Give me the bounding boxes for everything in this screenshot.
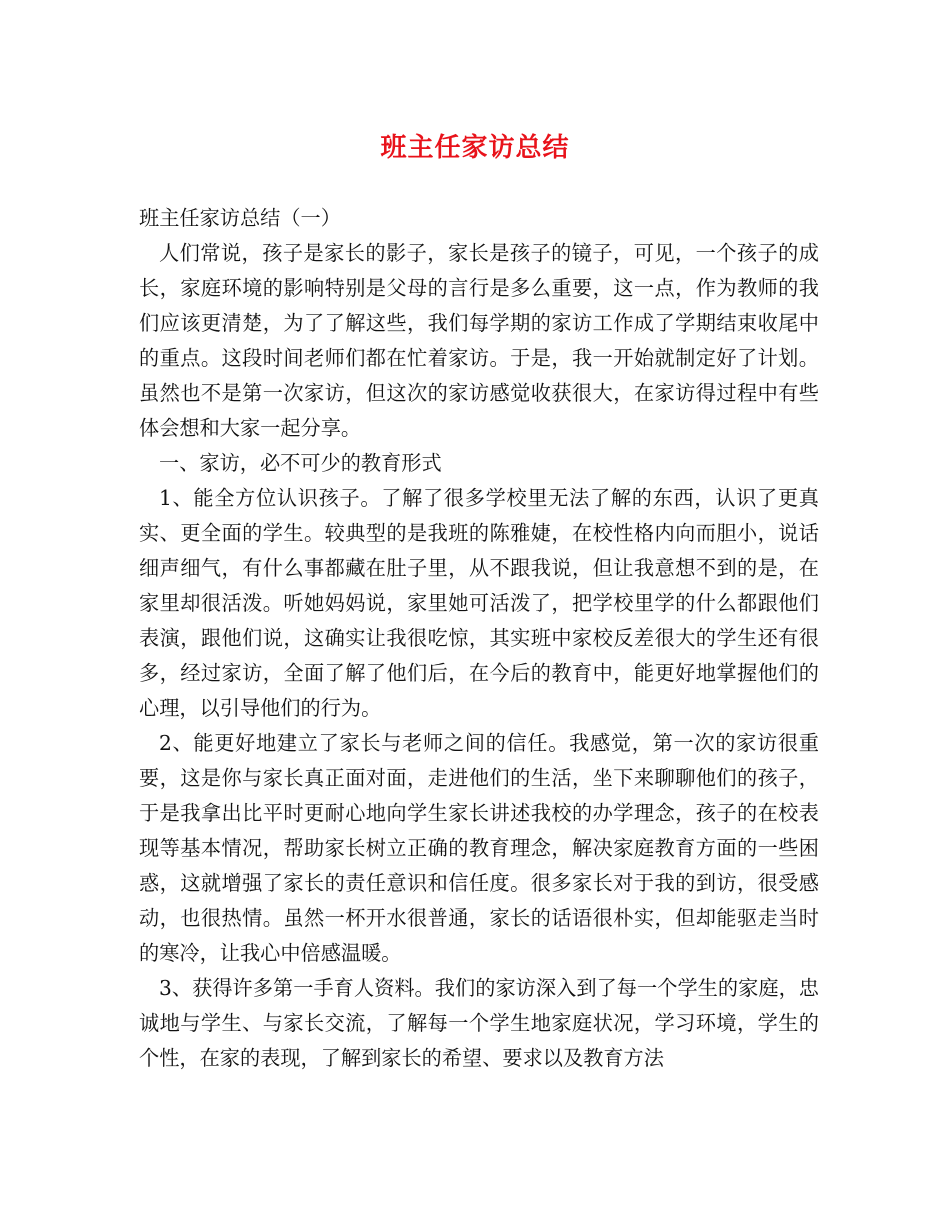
- paragraph-intro: 人们常说，孩子是家长的影子，家长是孩子的镜子，可见，一个孩子的成长，家庭环境的影响特别是父母的言行是多么重要，这一点，作为教师的我们应该更清楚，为了了解这些，我们每学期的家访工作成了学期结束收尾中的重点。这段时间老师们都在忙着家访。于是，我一开始就制定好了计划。虽然也不是第一次家访，但这次的家访感觉收获很大，在家访得过程中有些体会想和大家一起分享。: [139, 241, 819, 440]
- paragraph-point-2: 2、能更好地建立了家长与老师之间的信任。我感觉，第一次的家访很重要，这是你与家长真正面对面，走进他们的生活，坐下来聊聊他们的孩子，于是我拿出比平时更耐心地向学生家长讲述我校的办学理念，孩子的在校表现等基本情况，帮助家长树立正确的教育理念，解决家庭教育方面的一些困惑，这就增强了家长的责任意识和信任度。很多家长对于我的到访，很受感动，也很热情。虽然一杯开水很普通，家长的话语很朴实，但却能驱走当时的寒冷，让我心中倍感温暖。: [139, 731, 819, 965]
- document-body: [139, 201, 819, 1076]
- paragraph-point-3: 3、获得许多第一手育人资料。我们的家访深入到了每一个学生的家庭，忠诚地与学生、与家长交流，了解每一个学生地家庭状况，学习环境，学生的个性，在家的表现，了解到家长的希望、要求以及教育方法: [139, 976, 819, 1070]
- paragraph-point-1: 1、能全方位认识孩子。了解了很多学校里无法了解的东西，认识了更真实、更全面的学生。较典型的是我班的陈雅婕，在校性格内向而胆小，说话细声细气，有什么事都藏在肚子里，从不跟我说，但让我意想不到的是，在家里却很活泼。听她妈妈说，家里她可活泼了，把学校里学的什么都跟他们表演，跟他们说，这确实让我很吃惊，其实班中家校反差很大的学生还有很多，经过家访，全面了解了他们后，在今后的教育中，能更好地掌握他们的心理，以引导他们的行为。: [139, 486, 819, 720]
- section-heading: 班主任家访总结（一）: [139, 206, 341, 230]
- paragraph-heading-1: 一、家访，必不可少的教育形式: [159, 451, 442, 475]
- document-title: 班主任家访总结: [380, 133, 570, 163]
